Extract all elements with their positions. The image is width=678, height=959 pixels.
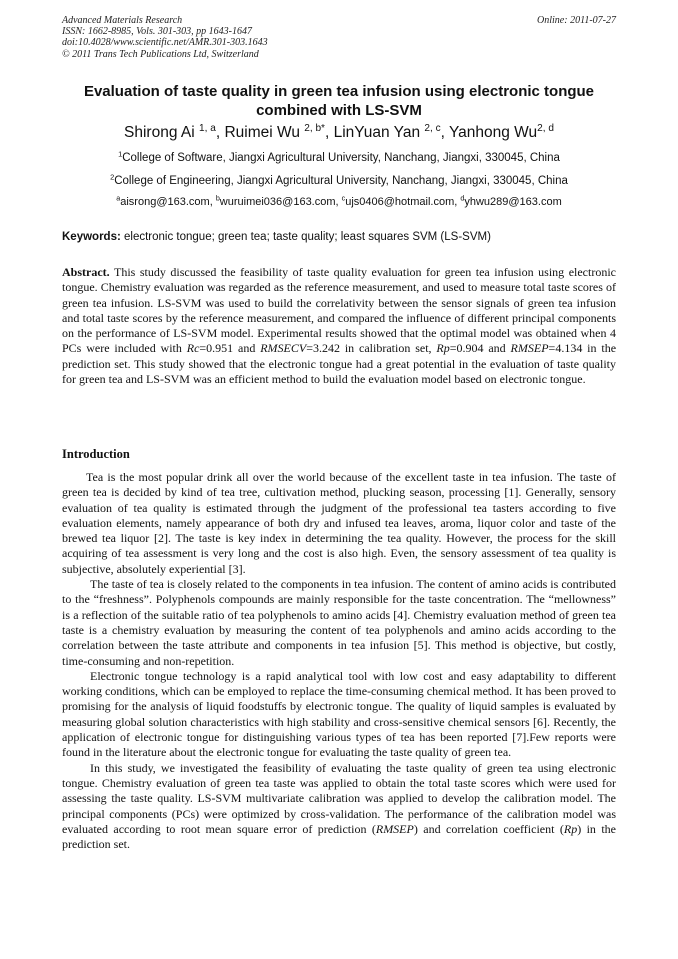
author-emails: $^a$aisrong@163.com, $^b$wuruimei036@163.com, $^c$ujs0406@hotmail.com, $^d$yhwu289@163.com — [116, 194, 562, 208]
author-sup: 1, a — [199, 122, 216, 134]
rc-symbol: Rc — [186, 341, 200, 356]
online-date: Online: 2011-07-27 — [537, 15, 616, 26]
affiliation-text: College of Software, Jiangxi Agricultural University, Nanchang, Jiangxi, 330045, China — [122, 152, 560, 164]
email-sup: c — [341, 194, 346, 203]
keywords-text: electronic tongue; green tea; taste quality; least squares SVM (LS-SVM) — [124, 231, 491, 243]
email-link[interactable]: aisrong@163.com — [120, 196, 210, 208]
affiliation-1 — [40, 151, 638, 165]
intro-paragraph-3: Electronic tongue technology is a rapid analytical tool with low cost and easy adaptability to different working conditions, which can be employed to replace the time-consuming chemical method. It has been proved to promising for the analysis of liquid foodstuffs by electronic tongue. The quality of liquid samples is evaluated by measuring global solution characteristics with high stability and cross-sensitive chemical sensors [6]. Recently, the application of electronic tongue for distinguishing various types of tea has been reported [7].Few reports were found in the literature about the electronic tongue for evaluating the taste quality of green tea. — [62, 668, 616, 760]
author-name: Shirong Ai — [124, 124, 195, 141]
paper-title — [58, 82, 620, 120]
email-link[interactable]: wuruimei036@163.com — [219, 196, 336, 208]
journal-header — [62, 15, 616, 60]
issn-line: ISSN: 1662-8985, Vols. 301-303, pp 1643-1647 — [62, 26, 252, 38]
copyright-line: © 2011 Trans Tech Publications Ltd, Switzerland — [62, 48, 259, 60]
abstract-text-cont: This study showed that the electronic tongue had a great potential in the evaluation of taste quality for green tea and LS-SVM was an efficient method to build the evaluation model based on electronic tongue. — [62, 356, 616, 387]
rc-value: =0.951 and — [199, 341, 256, 356]
rp-symbol: Rp — [436, 341, 450, 356]
intro-paragraph-4 — [62, 761, 616, 853]
email-sup: a — [116, 194, 121, 203]
section-heading-introduction: Introduction — [62, 447, 130, 461]
affiliation-sup: 2 — [110, 172, 115, 182]
abstract — [62, 265, 616, 387]
email-link[interactable]: yhwu289@163.com — [464, 196, 562, 208]
title-line-2: combined with LS-SVM — [256, 102, 422, 119]
intro-paragraph-2: The taste of tea is closely related to the components in tea infusion. The content of amino acids is contributed to the “freshness”. Polyphenols compounds are mainly responsible for the taste concentration. The “mellowness” is a reflection of the suitable ratio of tea polyphenols to amino acids [4]. Chemistry evaluation method of green tea taste is a chemistry evaluation by measuring the content of tea polyphenols and amino acids according to the correlation between the taste attribute and components in tea infusion [5]. This method is objective, but costly, time-consuming and non-repetition. — [62, 577, 616, 668]
title-line-1: Evaluation of taste quality in green tea infusion using electronic tongue — [83, 83, 595, 100]
doi-line: doi:10.4028/www.scientific.net/AMR.301-303.1643 — [62, 37, 268, 49]
intro-p4-text: ) in the prediction set. — [62, 821, 617, 852]
author-sup: 2, c — [424, 122, 441, 134]
rmsecv-value: =3.242 in calibration set, — [306, 341, 432, 356]
author-name: Ruimei Wu — [224, 124, 300, 141]
rmsep-value: =4.134 in the prediction set. — [62, 341, 617, 371]
email-sup: b — [215, 194, 220, 203]
author-name: LinYuan Yan — [333, 124, 421, 141]
keywords — [62, 230, 616, 244]
author-list: Shirong Ai $^{1, a}$, Ruimei Wu $^{2, b*}$, LinYuan Yan $^{2, c}$, Yanhong Wu$^{2, d}$ — [124, 122, 554, 141]
affiliation-sup: 1 — [118, 149, 123, 159]
rp-symbol: Rp — [563, 821, 578, 836]
rmsecv-symbol: RMSECV — [260, 341, 307, 356]
abstract-label: Abstract. — [62, 265, 110, 279]
intro-paragraph-1: Tea is the most popular drink all over the world because of the excellent taste in tea infusion. The taste of green tea is decided by kind of tea tree, cultivation method, plucking season, processing [1]. Generally, sensory evaluation of tea quality is estimated through the judgment of the professional tea tasters according to five evaluation elements, namely appearance of both dry and infused tea leaves, aroma, liquor color and taste of the brewed tea liquor [2]. The taste is key index in determining the tea quality. However, the process for the skill acquiring of tea assessment is very long and the cost is also high. Even, the sensory assessment of tea quality is subjective, absolutely experiential [3]. — [62, 470, 616, 576]
rp-value: =0.904 and — [449, 341, 506, 356]
email-sup: d — [460, 194, 465, 203]
author-sup: 2, d — [537, 122, 554, 134]
abstract-text: This study discussed the feasibility of taste quality evaluation for green tea infusion using electronic tongue. Chemistry evaluation was regarded as the reference measurement, and used to measure total taste scores of green tea infusion. LS-SVM was used to build the correlativity between the sensor signals of green tea infusion and total taste scores by the reference measurement, and compared the influence of different principal components on the performance of LS-SVM model. Experimental results showed that the optimal model was obtained when 4 PCs were included with — [62, 265, 616, 356]
email-link[interactable]: ujs0406@hotmail.com — [345, 196, 455, 208]
journal-name: Advanced Materials Research — [62, 15, 183, 26]
keywords-label: Keywords: — [62, 231, 121, 243]
author-name: Yanhong Wu — [448, 124, 538, 141]
rmsep-symbol: RMSEP — [510, 341, 549, 356]
rmsep-symbol: RMSEP — [375, 821, 414, 836]
affiliation-text: College of Engineering, Jiangxi Agricultural University, Nanchang, Jiangxi, 330045, China — [114, 175, 568, 187]
affiliation-2 — [40, 174, 638, 188]
introduction-body — [62, 470, 616, 852]
intro-p4-text: In this study, we investigated the feasibility of evaluating the taste quality of green tea using electronic tongue. Chemistry evaluation of green tea taste was applied to obtain the total taste scores which were used for assessing the taste quality. LS-SVM multivariate calibration was applied to develop the calibration model. The principal components (PCs) were optimized by cross-validation. The performance of the calibration model was evaluated according to root mean square error of prediction ( — [62, 760, 616, 836]
intro-p4-text: ) and correlation coefficient ( — [413, 821, 564, 836]
author-sup: 2, b* — [304, 122, 325, 134]
